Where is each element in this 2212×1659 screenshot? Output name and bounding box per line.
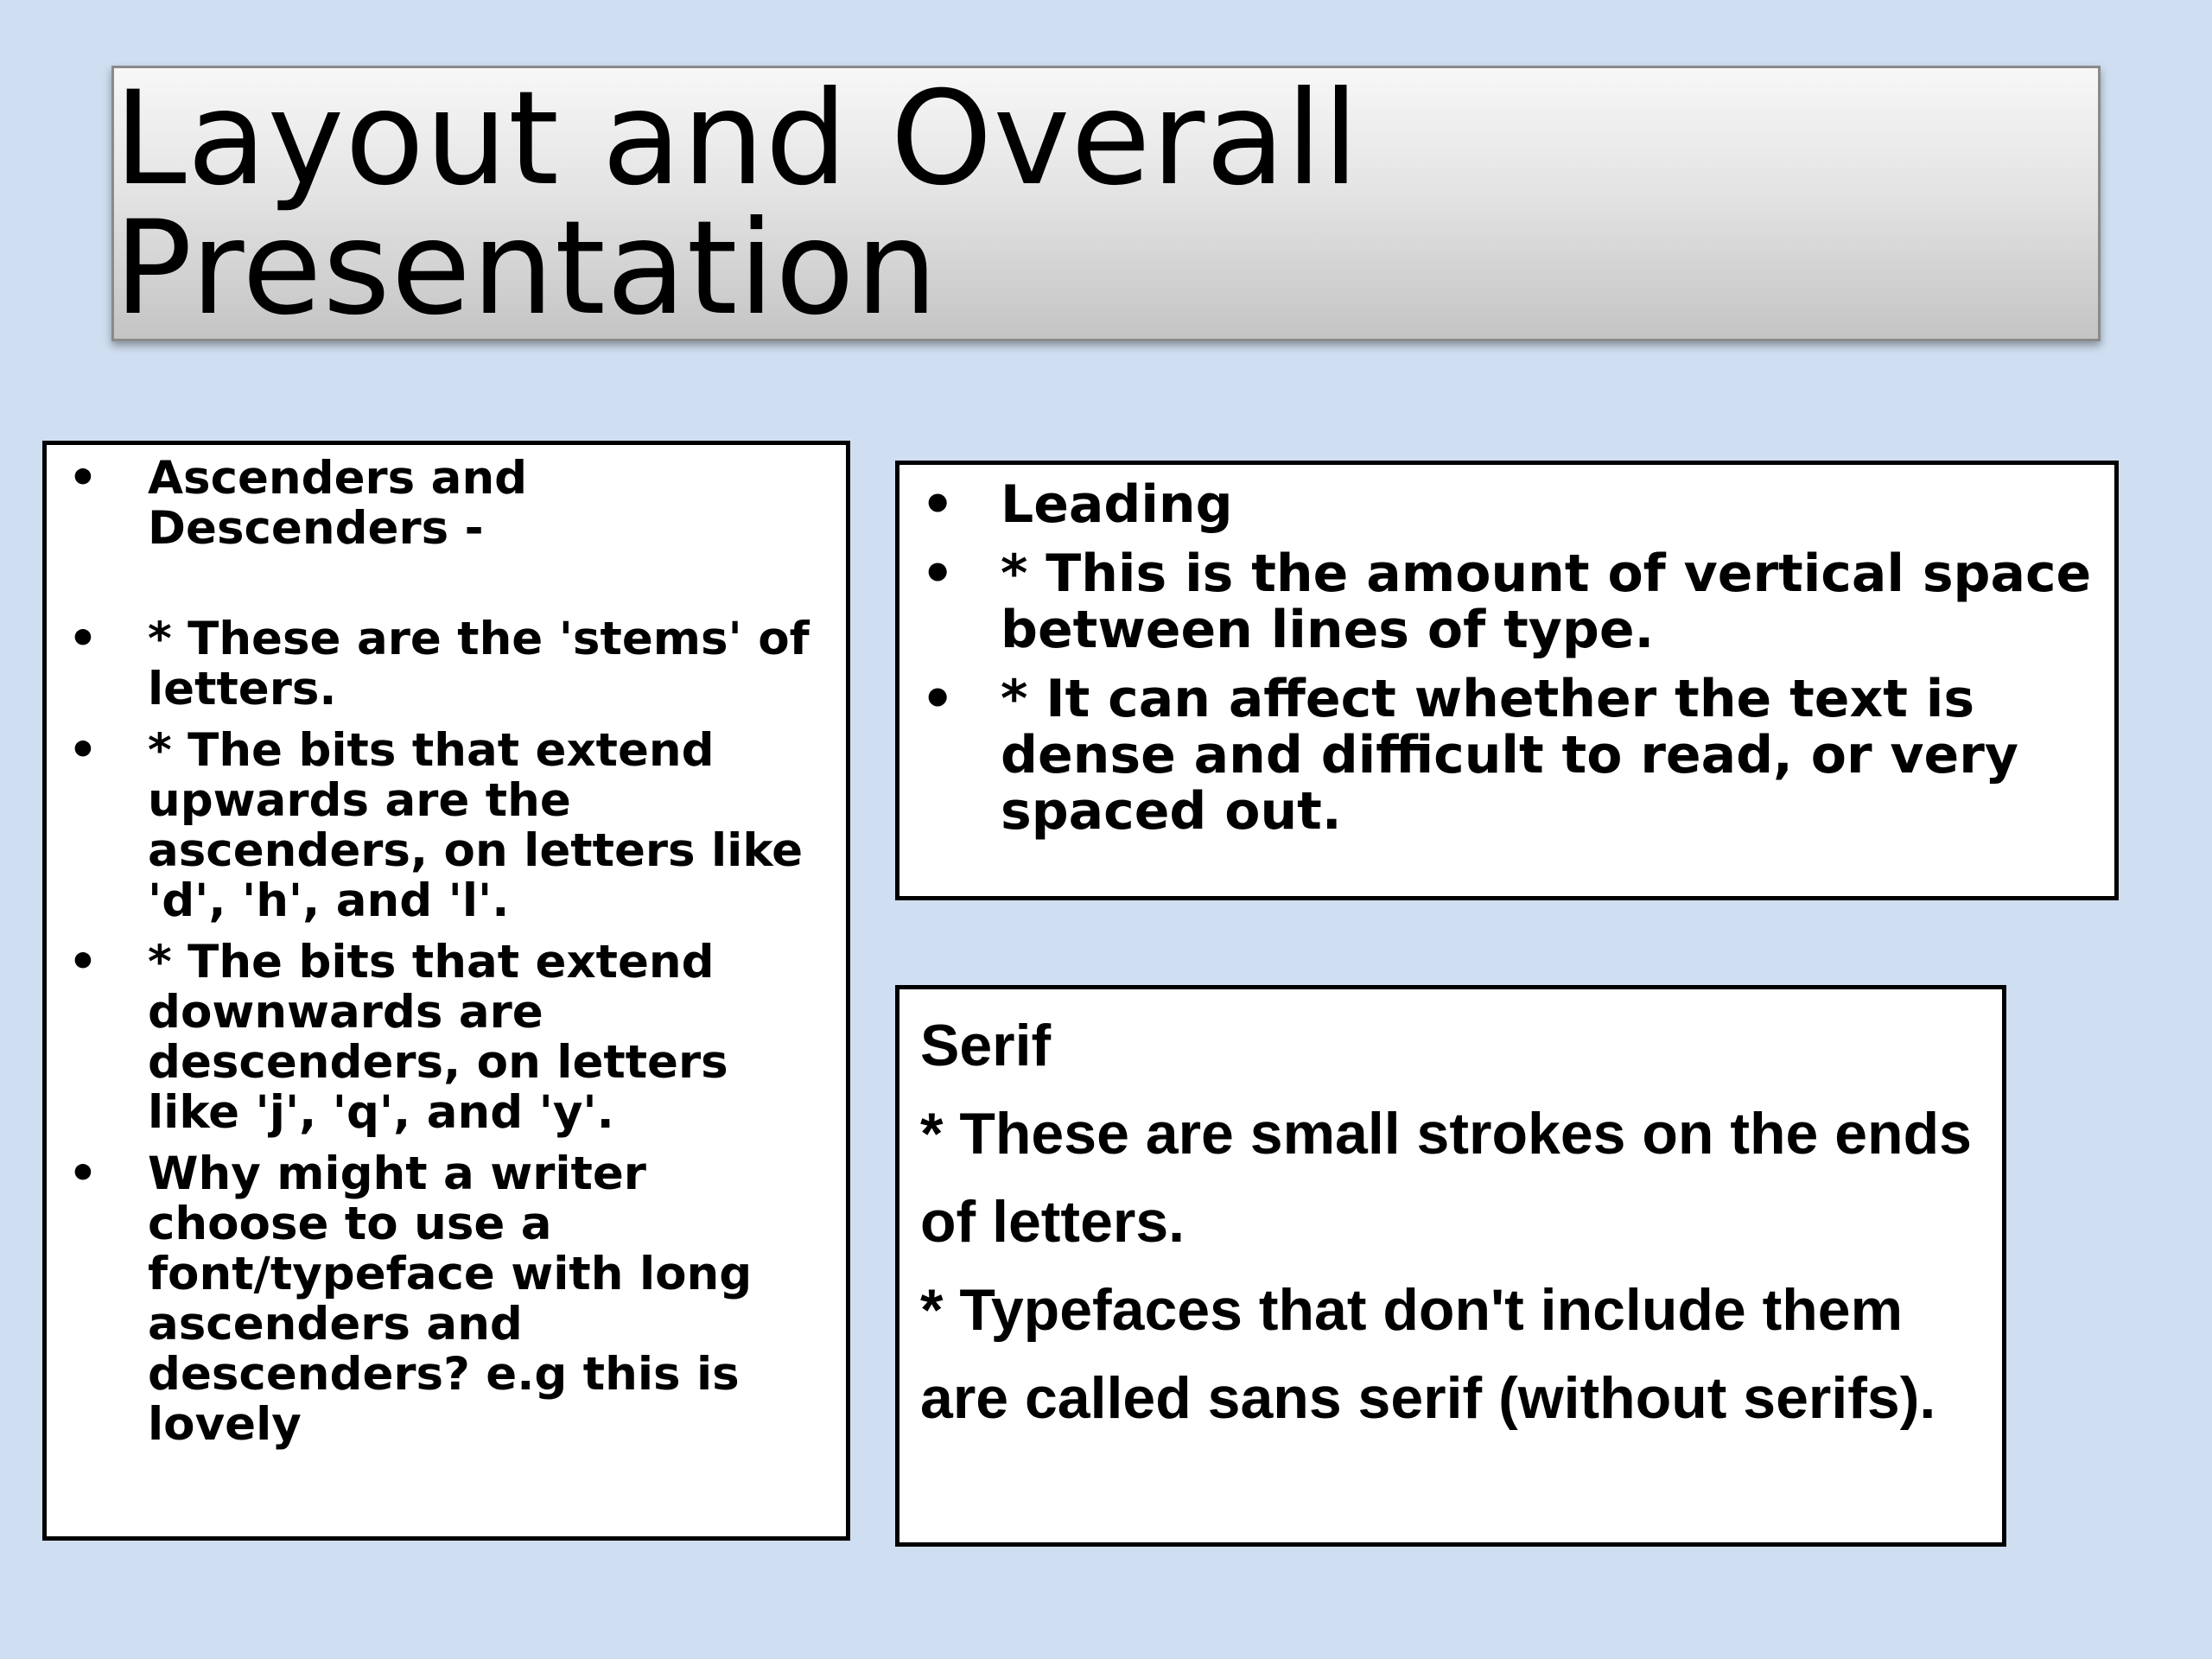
serif-panel bbox=[895, 985, 2006, 1547]
bullet-text: * The bits that extend upwards are the ascenders, on letters like 'd', 'h', and 'l'. bbox=[148, 724, 804, 927]
list-item bbox=[68, 726, 829, 926]
list-item bbox=[921, 474, 2097, 535]
bullet-text: * This is the amount of vertical space between lines of type. bbox=[1001, 543, 2092, 660]
list-item bbox=[921, 543, 2097, 660]
ascenders-bullet-list bbox=[47, 445, 846, 1450]
bullet-icon: • bbox=[68, 452, 98, 505]
bullet-icon: • bbox=[921, 474, 955, 535]
bullet-icon: • bbox=[68, 936, 98, 988]
bullet-icon: • bbox=[921, 669, 955, 729]
bullet-text: * These are the 'stems' of letters. bbox=[148, 613, 810, 715]
slide-title: Layout and Overall Presentation bbox=[114, 63, 1360, 344]
list-item bbox=[68, 1149, 829, 1450]
bullet-icon: • bbox=[921, 543, 955, 604]
bullet-text: * The bits that extend downwards are descenders, on letters like 'j', 'q', and 'y'. bbox=[148, 936, 728, 1139]
list-item bbox=[68, 614, 829, 715]
list-item bbox=[68, 454, 829, 554]
bullet-text: * It can affect whether the text is dense and difficult to read, or very spaced out. bbox=[1001, 669, 2018, 842]
leading-bullet-list bbox=[899, 465, 2114, 840]
leading-panel bbox=[895, 461, 2119, 900]
bullet-text: Leading bbox=[1001, 474, 1233, 535]
serif-text-block bbox=[899, 989, 2002, 1442]
list-item bbox=[921, 671, 2097, 840]
serif-heading: Serif bbox=[920, 1013, 1052, 1078]
ascenders-descenders-panel bbox=[42, 441, 850, 1541]
slide-title-box bbox=[111, 63, 2101, 344]
list-item bbox=[68, 938, 829, 1138]
bullet-icon: • bbox=[68, 724, 98, 777]
bullet-icon: • bbox=[68, 1147, 98, 1200]
bullet-text: Ascenders and Descenders - bbox=[148, 452, 528, 555]
bullet-text: Why might a writer choose to use a font/typeface with long ascenders and descenders? e.g this is lovely bbox=[148, 1147, 753, 1451]
serif-line: * Typefaces that don't include them are called sans serif (without serifs). bbox=[920, 1277, 1936, 1431]
serif-line: * These are small strokes on the ends of letters. bbox=[920, 1101, 1972, 1255]
bullet-icon: • bbox=[68, 613, 98, 665]
